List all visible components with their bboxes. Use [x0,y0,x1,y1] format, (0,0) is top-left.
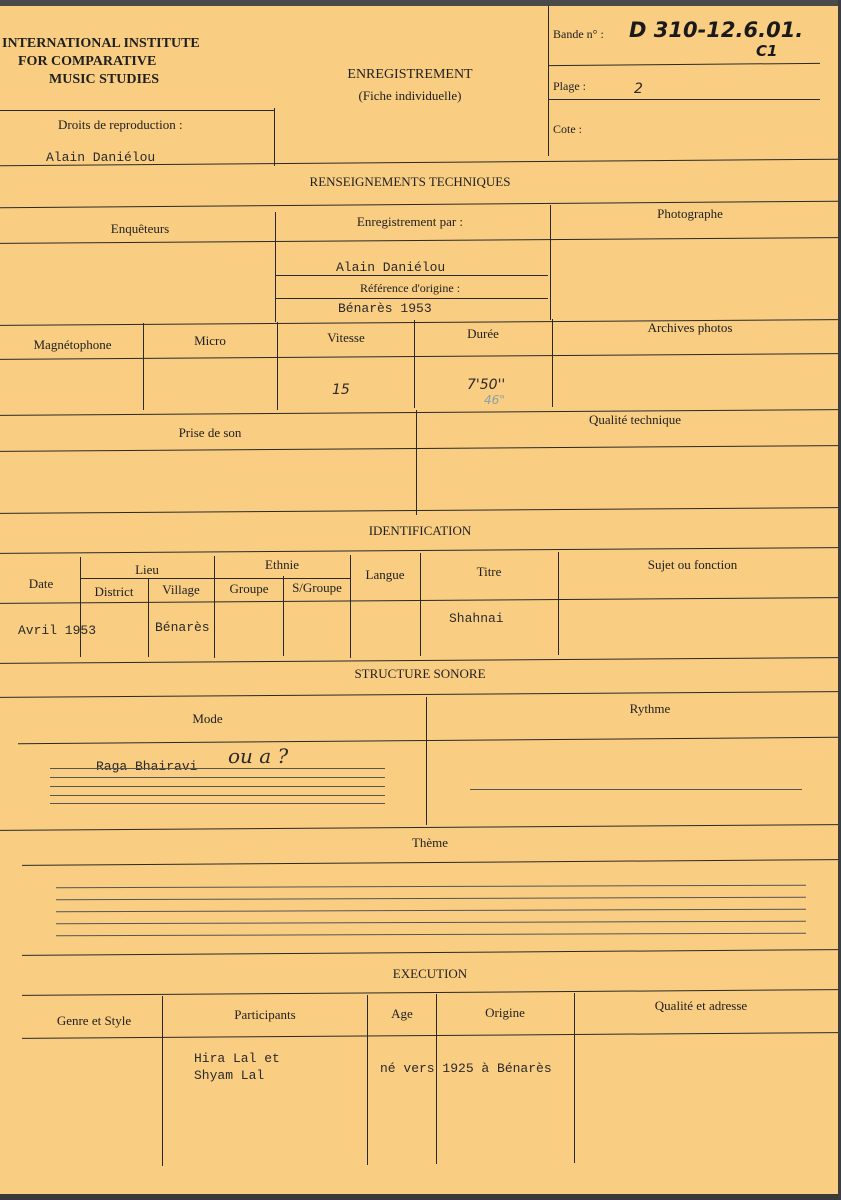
ethnie-label: Ethnie [265,557,299,572]
theme-label: Thème [411,835,449,850]
reference-label-line [276,298,548,299]
mode-rule-4 [50,795,385,796]
rythme-rule [470,789,802,790]
exec-divider-age [367,995,368,1165]
langue-label: Langue [365,567,405,582]
mode-rule-2 [50,777,385,778]
scan-top-border [0,0,841,6]
identification-bottom-line [0,547,838,554]
exec-divider-qualite [574,993,575,1163]
rythme-label: Rythme [629,701,671,716]
identification-top-line [0,507,838,514]
exec-divider-origine [436,994,437,1164]
tech-divider-2 [550,205,551,320]
bande-line [548,63,820,66]
tech-header-line [0,237,838,244]
tech-divider-archives [552,319,553,407]
structure-bottom-line [0,691,838,698]
theme-rule-2 [56,897,806,901]
date-value: Avril 1953 [18,623,97,638]
district-label: District [94,584,134,599]
id-divider-ethnie [350,555,351,658]
sgroupe-label: S/Groupe [292,580,342,595]
mode-label: Mode [192,711,223,726]
institute-name-line3: MUSIC STUDIES [49,72,160,87]
plage-line [548,99,820,100]
theme-header-line [22,859,838,866]
duree-label: Durée [467,326,499,341]
execution-top-line [22,949,838,956]
theme-rule-3 [56,909,806,913]
id-divider-village [148,578,149,657]
genre-style-label: Genre et Style [56,1013,132,1028]
id-subheader-line [80,578,350,579]
structure-top-line [0,657,838,664]
tech-divider-vitesse [277,322,278,410]
vitesse-value: 15 [332,382,350,398]
form-subtitle: (Fiche individuelle) [358,88,462,103]
participants-label: Participants [234,1007,296,1022]
participants-value-line2: Shyam Lal [194,1068,265,1083]
enregistrement-label: Enregistrement par : [356,214,464,229]
origine-label: Origine [485,1005,525,1020]
header-divider-v [548,6,549,156]
enregistrement-value: Alain Daniélou [336,260,446,275]
plage-value: 2 [634,81,643,97]
prise-de-son-label: Prise de son [178,425,242,440]
archives-label: Archives photos [647,320,733,335]
micro-label: Micro [194,333,226,348]
execution-section-title: EXECUTION [392,966,468,981]
reference-value: Bénarès 1953 [338,301,432,316]
prise-divider [416,410,417,515]
rights-divider-v [274,108,275,166]
mode-rule-5 [50,803,385,804]
qualite-technique-label: Qualité technique [588,412,682,427]
bande-suffix-value: C1 [756,42,778,60]
execution-bottom-line [22,989,838,996]
sujet-label: Sujet ou fonction [647,557,738,572]
structure-divider [426,697,427,825]
enregistrement-value-line [276,275,548,276]
form-title: ENREGISTREMENT [347,67,473,82]
tech-divider-micro [143,323,144,410]
bande-label: Bande n° : [553,27,604,41]
duree-note: 46" [484,393,505,407]
id-divider-lieu [214,556,215,658]
tech-divider-1 [275,212,276,322]
theme-rule-4 [56,921,806,925]
age-label: Age [391,1006,413,1021]
technique-section-title: RENSEIGNEMENTS TECHNIQUES [309,174,511,189]
duree-value: 7'50'' [467,377,506,393]
id-divider-date [80,557,81,657]
institute-name-line1: INTERNATIONAL INSTITUTE [2,36,200,51]
mode-rule-1 [50,768,385,769]
village-label: Village [162,582,200,597]
theme-rule-1 [56,885,806,889]
identification-section-title: IDENTIFICATION [368,523,472,538]
enqueteurs-label: Enquêteurs [110,221,170,236]
id-divider-langue [420,553,421,656]
prise-header-line [0,445,838,452]
rights-label: Droits de reproduction : [58,117,183,132]
lieu-label: Lieu [135,562,159,577]
participants-value-line1: Hira Lal et [194,1051,280,1066]
structure-section-title: STRUCTURE SONORE [354,666,486,681]
village-value: Bénarès [155,620,210,635]
mode-rule-3 [50,786,385,787]
exec-divider-participants [162,996,163,1166]
titre-label: Titre [476,564,502,579]
reference-label: Référence d'origine : [359,281,461,295]
bande-number-value: D 310-12.6.01. [629,18,804,42]
rights-value: Alain Daniélou [46,150,156,165]
plage-label: Plage : [553,79,586,93]
magnetophone-label: Magnétophone [33,337,112,352]
qualite-adresse-label: Qualité et adresse [654,998,748,1013]
titre-value: Shahnai [449,611,504,626]
mode-note: ou a ? [228,744,289,768]
theme-rule-5 [56,933,806,937]
structure-header-line [18,737,838,744]
vitesse-label: Vitesse [327,330,365,345]
date-label: Date [28,576,54,591]
origine-value: né vers 1925 à Bénarès [380,1061,552,1076]
institute-name-line2: FOR COMPARATIVE [18,54,157,69]
id-divider-titre [558,552,559,655]
mode-value: Raga Bhairavi [96,759,198,774]
rights-top-line [0,110,274,111]
tech-divider-duree [414,320,415,408]
cote-label: Cote : [553,122,582,136]
groupe-label: Groupe [229,581,269,596]
theme-top-line [0,824,838,831]
photographe-label: Photographe [657,206,723,221]
tech-row2-header-line [0,353,838,360]
execution-header-line [22,1032,838,1039]
